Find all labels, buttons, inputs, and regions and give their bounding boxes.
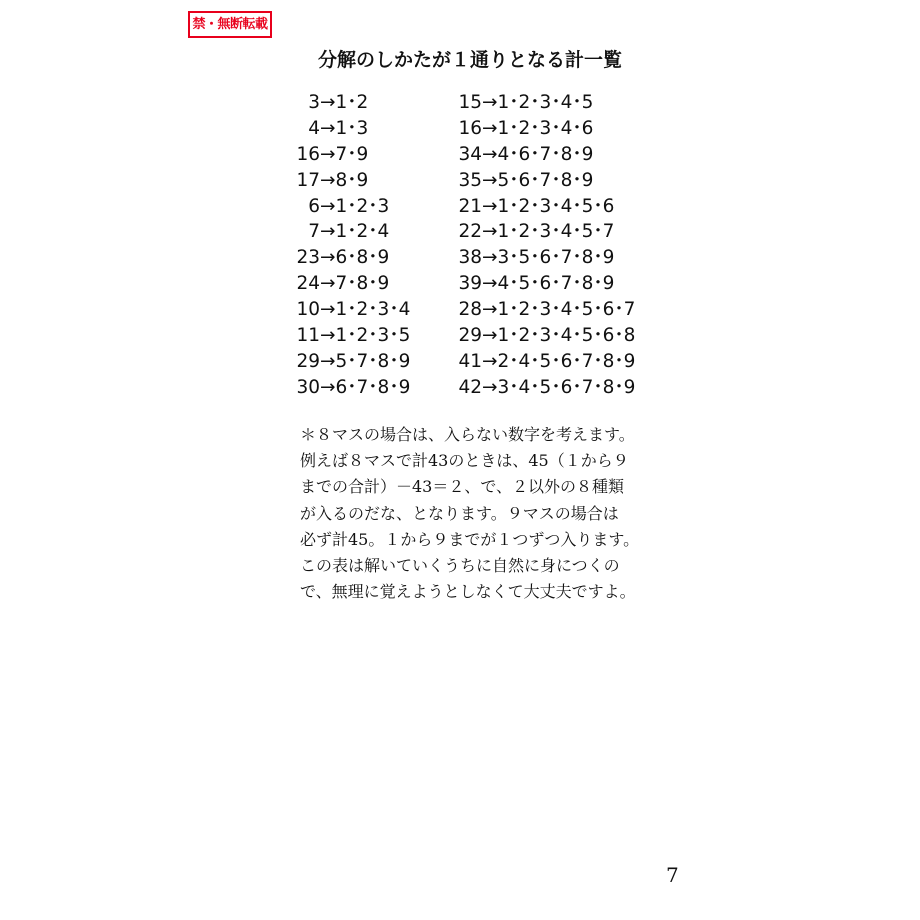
sum-value: 22 [458,221,482,243]
right-arrow-icon: → [482,247,498,269]
addend-digits: 7･8･9 [335,273,390,295]
addend-digits: 1･2･3･4･5･7 [497,221,615,243]
sum-value: 17 [296,169,320,191]
decomposition-list-right [454,90,664,401]
decomposition-row [292,142,432,168]
right-arrow-icon: → [482,376,498,398]
note-line: までの合計）－43＝２、で、２以外の８種類 [300,477,625,497]
sum-value: 24 [296,273,320,295]
sum-value: 34 [458,143,482,165]
decomposition-row [454,375,664,401]
no-reproduction-stamp: 禁・無断転載 [188,11,272,38]
sum-value: 29 [458,325,482,347]
addend-digits: 1･2･3･5 [335,325,411,347]
right-arrow-icon: → [482,350,498,372]
addend-digits: 1･2･3･4･5 [497,92,594,113]
note-line: 例えば８マスで計43のときは、45（１から９ [300,451,629,471]
note-line: ＊８マスの場合は、入らない数字を考えます。 [300,425,635,444]
right-arrow-icon: → [320,325,336,347]
sum-value: 11 [296,325,320,347]
page-number: 7 [666,863,679,887]
sum-value: 7 [308,221,320,243]
sum-value: 4 [308,117,320,139]
sum-value: 10 [296,299,320,321]
decomposition-row [454,271,664,297]
right-arrow-icon: → [320,195,336,217]
decomposition-row [292,349,432,375]
decomposition-row [454,168,664,194]
sum-value: 29 [296,350,320,372]
decomposition-row [292,297,432,323]
decomposition-row [292,323,432,349]
sum-value: 6 [308,195,320,217]
right-arrow-icon: → [320,92,336,113]
right-arrow-icon: → [482,273,498,295]
sum-value: 35 [458,169,482,191]
sum-value: 42 [458,376,482,398]
page-title: 分解のしかたが１通りとなる計一覧 [318,49,623,71]
decomposition-row [292,375,432,401]
addend-digits: 1･2･3 [335,195,390,217]
sum-value: 28 [458,299,482,321]
sum-value: 30 [296,376,320,398]
right-arrow-icon: → [482,195,498,217]
right-arrow-icon: → [482,143,498,165]
sum-value: 23 [296,247,320,269]
right-arrow-icon: → [320,221,336,243]
note-line: で、無理に覚えようとしなくて大丈夫ですよ。 [300,582,636,602]
addend-digits: 2･4･5･6･7･8･9 [497,350,636,372]
sum-value: 41 [458,350,482,372]
right-arrow-icon: → [320,350,336,372]
decomposition-row [454,245,664,271]
right-arrow-icon: → [482,169,498,191]
decomposition-row [292,219,432,245]
note-line: 必ず計45。１から９までが１つずつ入ります。 [300,529,640,549]
addend-digits: 5･6･7･8･9 [497,169,594,191]
addend-digits: 4･5･6･7･8･9 [497,273,615,295]
addend-digits: 6･7･8･9 [335,376,411,398]
right-arrow-icon: → [482,221,498,243]
addend-digits: 1･2 [335,92,369,113]
decomposition-row [454,323,664,349]
sum-value: 16 [458,117,482,139]
sum-value: 15 [458,92,482,113]
sum-value: 21 [458,195,482,217]
decomposition-row [292,271,432,297]
right-arrow-icon: → [320,117,336,139]
addend-digits: 1･2･3･4･5･6･7 [497,299,636,321]
right-arrow-icon: → [320,299,336,321]
decomposition-row [454,90,664,116]
addend-digits: 5･7･8･9 [335,350,411,372]
sum-value: 38 [458,247,482,269]
note-line: この表は解いていくうちに自然に身につくの [300,555,620,575]
sum-value: 3 [308,92,320,113]
decomposition-row [292,194,432,220]
addend-digits: 7･9 [335,143,369,165]
right-arrow-icon: → [320,273,336,295]
decomposition-row [454,219,664,245]
addend-digits: 1･2･3･4･6 [497,117,594,139]
decomposition-row [454,194,664,220]
right-arrow-icon: → [320,143,336,165]
decomposition-row [454,142,664,168]
right-arrow-icon: → [482,92,498,113]
decomposition-row [454,116,664,142]
decomposition-row [292,168,432,194]
addend-digits: 4･6･7･8･9 [497,143,594,165]
decomposition-list-left [292,90,432,401]
note-line: が入るのだな、となります。９マスの場合は [300,503,619,523]
addend-digits: 1･2･3･4･5･6 [497,195,615,217]
explanatory-note [300,422,660,605]
addend-digits: 1･2･3･4 [335,299,411,321]
addend-digits: 3･4･5･6･7･8･9 [497,376,636,398]
right-arrow-icon: → [482,299,498,321]
addend-digits: 1･2･3･4･5･6･8 [497,325,636,347]
addend-digits: 1･3 [335,117,369,139]
right-arrow-icon: → [320,247,336,269]
sum-value: 39 [458,273,482,295]
right-arrow-icon: → [482,325,498,347]
addend-digits: 1･2･4 [335,221,390,243]
decomposition-row [292,116,432,142]
decomposition-row [454,349,664,375]
addend-digits: 3･5･6･7･8･9 [497,247,615,269]
right-arrow-icon: → [320,376,336,398]
sum-value: 16 [296,143,320,165]
decomposition-row [292,90,432,116]
right-arrow-icon: → [320,169,336,191]
decomposition-row [454,297,664,323]
right-arrow-icon: → [482,117,498,139]
addend-digits: 8･9 [335,169,369,191]
addend-digits: 6･8･9 [335,247,390,269]
decomposition-row [292,245,432,271]
